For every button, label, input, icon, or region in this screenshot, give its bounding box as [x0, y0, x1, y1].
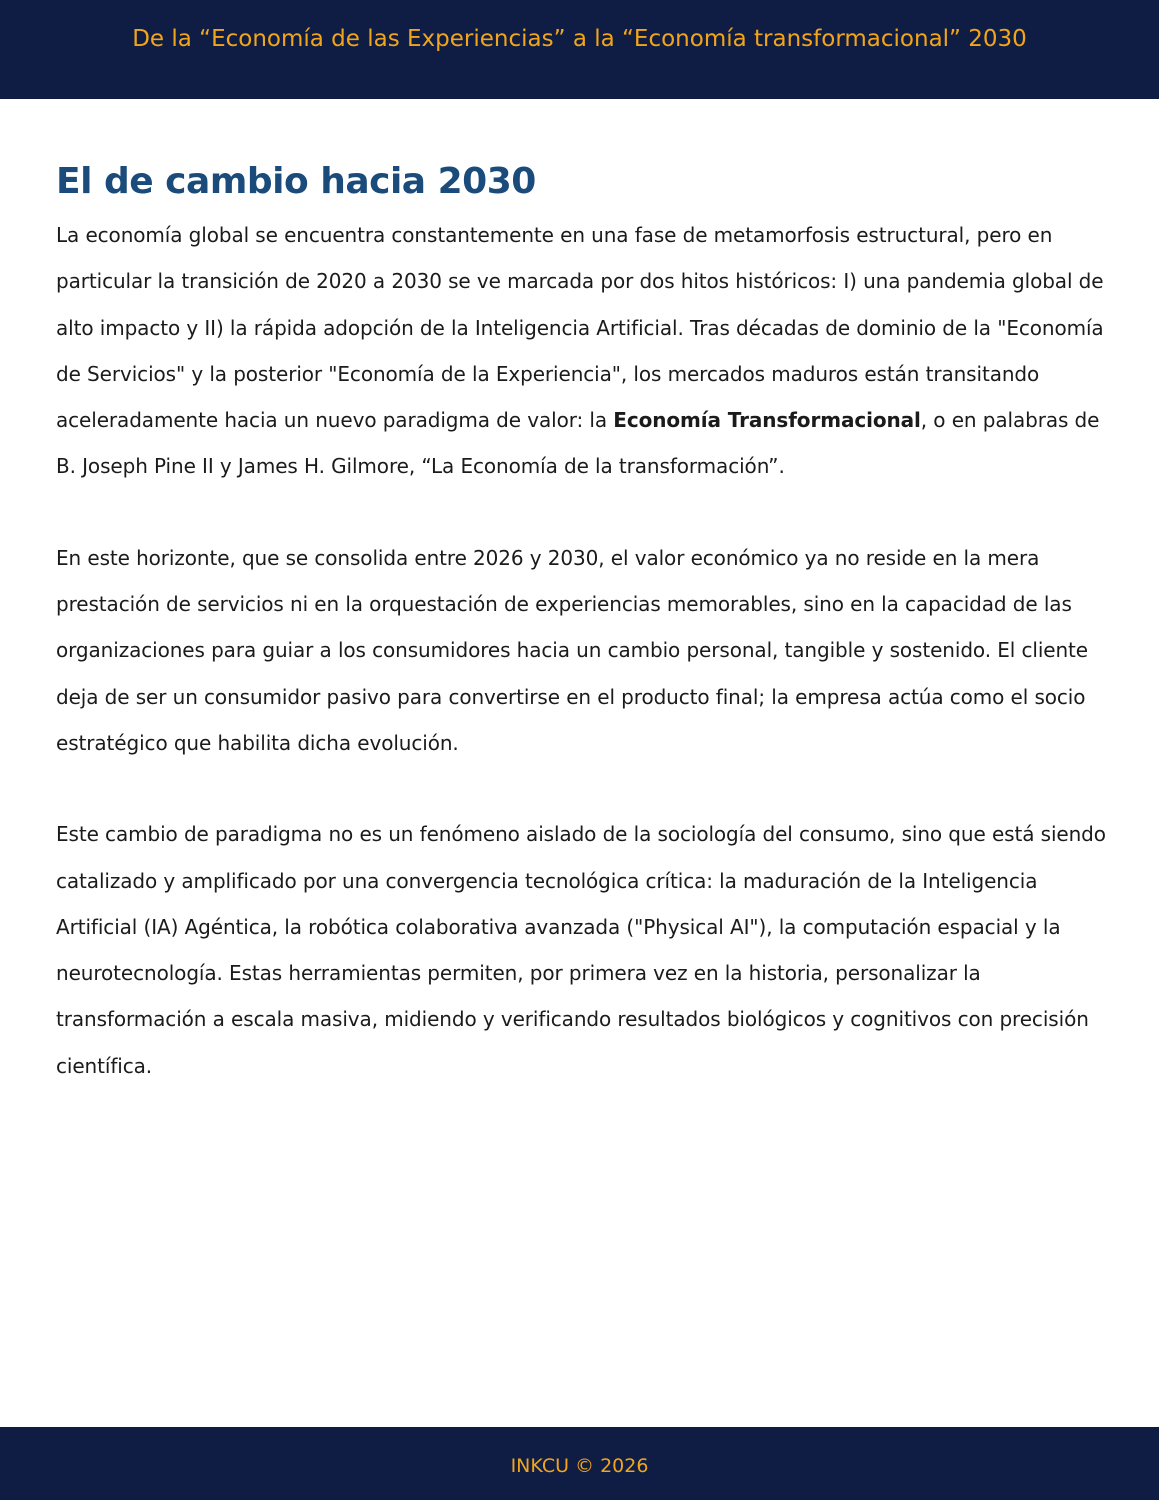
- document-title: De la “Economía de las Experiencias” a la “Economía transformacional” 2030: [132, 26, 1027, 52]
- paragraph-1-text-start: La economía global se encuentra constantemente en una fase de metamorfosis estructural, pero en particular la transición de 2020 a 2030 se ve marcada por dos hitos históricos: I) una pandemia global de alto impacto y II) la rápida adopción de la Inteligencia Artificial. Tras décadas de dominio de la "Economía de Servicios" y la posterior "Economía de la Experiencia", los mercados maduros están transitando aceleradamente hacia un nuevo paradigma de valor: la: [56, 223, 1104, 433]
- footer-banner: [0, 1427, 1159, 1500]
- paragraph-1: [56, 212, 1116, 490]
- paragraph-1-text-end: , o en palabras de B. Joseph Pine II y James H. Gilmore, “La Economía de la transformación”.: [56, 408, 1100, 479]
- paragraph-2: En este horizonte, que se consolida entre 2026 y 2030, el valor económico ya no reside en la mera prestación de servicios ni en la orquestación de experiencias memorables, sino en la capacidad de las organizaciones para guiar a los consumidores hacia un cambio personal, tangible y sostenido. El cliente deja de ser un consumidor pasivo para convertirse en el producto final; la empresa actúa como el socio estratégico que habilita dicha evolución.: [56, 545, 1089, 755]
- header-banner: [0, 0, 1159, 99]
- section-heading: El de cambio hacia 2030: [56, 161, 536, 202]
- main-content: [56, 154, 1116, 1089]
- paragraph-3: Este cambio de paradigma no es un fenómeno aislado de la sociología del consumo, sino que está siendo catalizado y amplificado por una convergencia tecnológica crítica: la maduración de la Inteligencia Artificial (IA) Agéntica, la robótica colaborativa avanzada ("Physical AI"), la computación espacial y la neurotecnología. Estas herramientas permiten, por primera vez en la historia, personalizar la transformación a escala masiva, midiendo y verificando resultados biológicos y cognitivos con precisión científica.: [56, 822, 1106, 1078]
- paragraph-1-emphasis: Economía Transformacional: [613, 408, 921, 433]
- footer-copyright: INKCU © 2026: [510, 1455, 649, 1477]
